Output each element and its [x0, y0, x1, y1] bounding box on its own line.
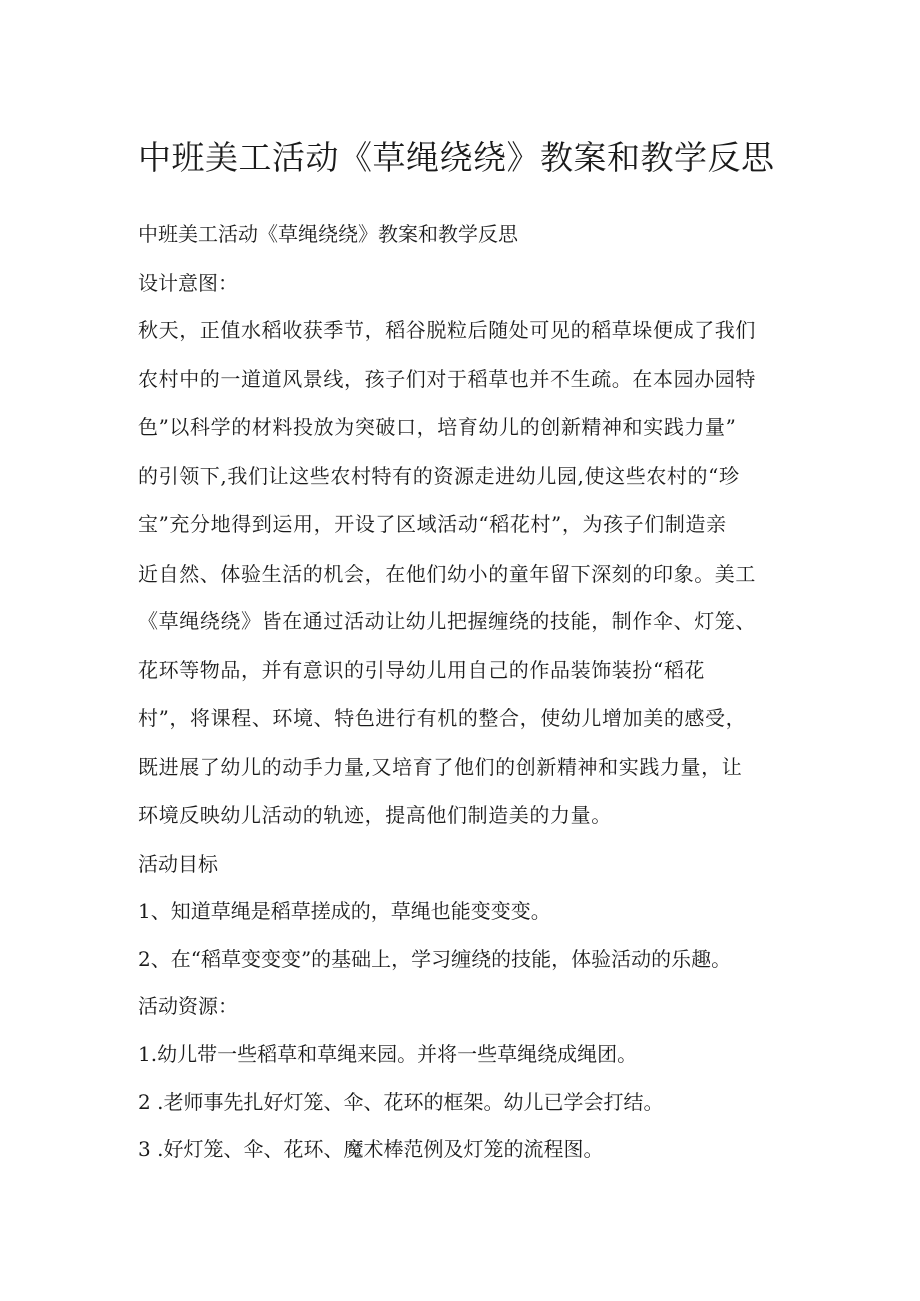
document-title: 中班美工活动《草绳绕绕》教案和教学反思	[138, 138, 775, 177]
design-intent-line-8: 花环等物品，并有意识的引导幼儿用自己的作品装饰装扮“稻花	[138, 658, 706, 682]
design-intent-line-3: 色”以科学的材料投放为突破口，培育幼儿的创新精神和实践力量”	[138, 415, 737, 439]
design-intent-line-4: 的引领下,我们让这些农村特有的资源走进幼儿园,使这些农村的“珍	[138, 464, 740, 488]
design-intent-line-10: 既进展了幼儿的动手力量,又培育了他们的创新精神和实践力量，让	[138, 755, 743, 779]
resource-item-1: 1.幼儿带一些稻草和草绳来园。并将一些草绳绕成绳团。	[138, 1042, 638, 1066]
design-intent-line-7: 《草绳绕绕》皆在通过活动让幼儿把握缠绕的技能，制作伞、灯笼、	[138, 609, 756, 633]
design-intent-line-11: 环境反映幼儿活动的轨迹，提高他们制造美的力量。	[138, 803, 612, 827]
goals-heading: 活动目标	[138, 852, 218, 876]
design-intent-heading: 设计意图：	[138, 271, 238, 295]
design-intent-line-9: 村”，将课程、环境、特色进行有机的整合，使幼儿增加美的感受，	[138, 706, 747, 730]
resource-item-3: 3 .好灯笼、伞、花环、魔术棒范例及灯笼的流程图。	[138, 1137, 604, 1161]
design-intent-line-5: 宝”充分地得到运用，开设了区域活动“稻花村”，为孩子们制造亲	[138, 512, 727, 536]
design-intent-line-1: 秋天，正值水稻收获季节，稻谷脱粒后随处可见的稻草垛便成了我们	[138, 318, 756, 342]
goal-item-1: 1、知道草绳是稻草搓成的，草绳也能变变变。	[138, 899, 551, 923]
document-subtitle: 中班美工活动《草绳绕绕》教案和教学反思	[138, 222, 518, 246]
design-intent-line-2: 农村中的一道道风景线，孩子们对于稻草也并不生疏。在本园办园特	[138, 367, 756, 391]
design-intent-line-6: 近自然、体验生活的机会，在他们幼小的童年留下深刻的印象。美工	[138, 562, 756, 586]
goal-item-2: 2、在“稻草变变变”的基础上，学习缠绕的技能，体验活动的乐趣。	[138, 947, 732, 971]
resources-heading: 活动资源：	[138, 994, 238, 1018]
resource-item-2: 2 .老师事先扎好灯笼、伞、花环的框架。幼儿已学会打结。	[138, 1090, 664, 1114]
